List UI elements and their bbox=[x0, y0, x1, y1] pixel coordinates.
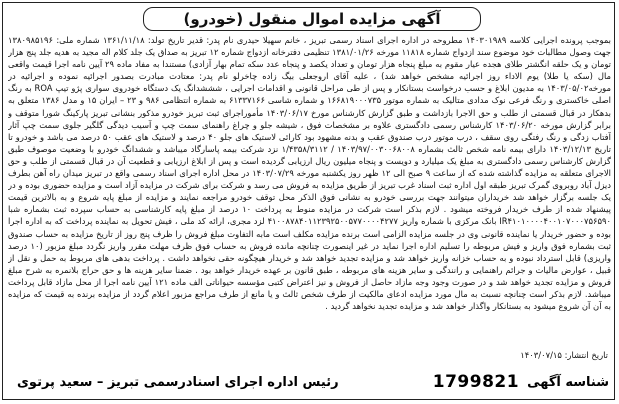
notice-id-label: شناسه آگهی bbox=[527, 374, 609, 390]
notice-footer bbox=[9, 367, 609, 397]
signature: رئیس اداره اجرای اسنادرسمی تبریز – سعید پرتوی bbox=[17, 374, 339, 390]
notice-id-number: 1799821 bbox=[432, 372, 520, 392]
publication-date: تاریخ انتشار: ۱۴۰۳/۰۷/۱۵ bbox=[520, 350, 608, 360]
notice-title: آگهی مزایده اموال منقول (خودرو) bbox=[143, 7, 481, 31]
notice-id-block bbox=[433, 372, 609, 392]
notice-body: بموجب پرونده اجرایی کلاسه ۱۴۰۳۰۱۹۸۹ مطروحه در اداره اجرای اسناد رسمی تبریز ، خانم سهیلا حیدری نام پدر: قدیر تاریخ تولد: ۱۳۶۱/۱۱/۱۸ شماره ملی: ۱۳۸۰۹۸۵۱۹۶ جهت وصول مطالبات خود موضوع سند ازدواج شماره ۱۱۸۱۸ مورخه ۱۳۸۱/۰۱/۲۶ تنظیمی دفترخانه ازدواج شماره ۱۲ تبریز به صداق یک جلد کلام اله مجید به هدیه جلد پنج هزار تومان و یک حلقه انگشتر طلای هجده عیار مقوم به مبلغ پنجاه هزار تومان و تعداد یکصد و پنجاه عدد سکه تمام بهار آزادی) مستندا به مفاد ماده ۲۹ آیین نامه اجرا قیمت واقعی مال (سکه یا طلا) یوم الاداء روز اجرائیه مشخص خواهد شد) ، علیه آقای اروجعلی بیگ زاده چاخرلو نام پدر: معتادت مبادرت بصدور اجرائیه نموده و اجرائیه در مورخه۱۴۰۳/۰۵/۰۲ به مدیون ابلاغ و حسب درخواست بستانکار و پس از طی مراحل قانونی و اقدامات اجرایی ، شششدانگ یک دستگاه خودروی سواری پژو تیپ ROA به رنگ اصلی خاکستری و رنگ فرعی نوک مدادی متالیک به شماره موتور ۱۶۶۸۱۹۰۰۰۷۳۵ و شماره شاسی ۶۱۳۳۷۱۶۶ به شماره انتظامی ۹۸۶ و ۲۳ – ایران ۱۵ و مدل ۱۳۸۶ متعلق به بدهکار در قبال قسمتی از طلب و حق الاجرا بازداشت و طبق گزارش کارشناس مورخ ۱۴۰۳/۰۶/۱۷ مأموراجرای ثبت تبریز خودرو مذکور بنشانی تبریز پارکینگ شورا متوقف و برابر گزارش مورخه ۱۴۰۳/۰۶/۲۰ کارشناس رسمی دادگستری علاوه بر مشخصات فوق ، شیشه جلو و چراغ راهنمای سمت چپ و آسیب دیدگی گلگیر جلوی سمت چپ آثار آفتاب زدگی و رنگ رفتگی روی سقف ، درب موتور درب صندوق عقب و بدنه مشهود بود کارائی لاستیک های جلو ۴۰ درصد و لاستیک های عقب ۵۰ درصد می باشد و خودرو تا تاریخ ۱۴۰۳/۱۲/۱۳ دارای بیمه نامه شخص ثالث بشماره ۱۴۰۳/۹۷/۰۰۳۰۰۶۸۰۰۸ / ۱/۴۳۵۸/۳۱۱۲ نزد شرکت بیمه پاسارگاد میباشد و ششدانگ خودرو با وضعیت موصوف طبق گزارش کارشناس رسمی دادگستری به مبلغ یک میلیارد و دویست و پنجاه میلیون ریال ارزیابی گردیده است و پس از ابلاغ ارزیابی و قطعیت آن در قبال قسمتی از طلب و حق الاجرای متعلقه به مزایده گذاشته شده که از ساعت ۹ صبح الی ۱۲ ظهر روز یکشنبه مورخه ۱۴۰۳/۰۷/۲۹ در محل اداره اجرای اسناد رسمی واقع در تبریز میدان راه آهن بطرف دیزل آباد روبروی گمرک تبریز طبقه اول اداره ثبت اسناد غرب تبریز از طریق مزایده به فروش می رسد و شرکت برای شرکت در مزایده آزاد است و مزایده حضوری بوده و در یک جلسه برگزار خواهد شد خریداران میتوانند جهت بررسی خودرو به نشانی فوق الذکر محل توقف خودرو مراجعه نمایند و مزایده از مبلغ پایه شروع و به بالاترین قیمت پیشنهاد شده از طرف خریدار فروخته میشود . لازم بذکر است شرکت در مزایده منوط به پرداخت ۱۰ درصد از مبلغ پایه کارشناسی به حساب سپرده ثبت بشماره شبا IR۴۱۰۱۰۰۰۰۴۰۰۱۰۷۰۰۰۷۵۶۵۹۰ بانک مرکزی با شماره واریز ۴۱۰۰۸۷۸۴۰۱۱۲۳۹۲۵۰۰۵۷۷۰۰۰۰۴۲۷۷ لزد مجری، ارائه کد ملی ، فیش تحویل به نماینده پرداخت که به اداره اجرا بوده و حضور خریدار یا نماینده قانونی وی در جلسه مزایده الزامی است برنده مزایده مکلف است مابه التفاوت مبلغ فروش را ظرف پنج روز از تاریخ مزایده به حساب صندوق ثبت بشماره فوق واریز و فیش مربوطه را تسلیم اداره اجرا نماید در غیر اینصورت چنانچه مانده فروش به حساب فوق ظرف مهلت مقرر واریز نگردد مبلغ مزبور (۱۰ درصد واریزی) قابل استرداد نبوده و به حساب خزانه واریز خواهد شد و مزایده تجدید خواهد شد و خریدار هیچگونه حقی نخواهد داشت . پرداخت بدهی های مربوط به حمل و نقل از قبیل ، عوارض مالیات و جرائم راهنمایی و رانندگی و سایر هزینه های مربوطه ، طبق قانون بر عهده خریدار خواهد بود . ضمنا سایر هزینه ها و حق حراج بلانمره به شرح مبلغ فروش و مزایده تجدید خواهد شد و در صورت وجود وجه مازاد حاصل از فروش و نیز اعتراض کتبی مؤسسه حیواناتی الف ماده ۱۲۱ آیین نامه اجرا از محل مازاد قابل پرداخت میباشد. لازم بذکر است چنانچه نسبت به مال مورد مزایده ادعای مالکیت از طرف شخص ثالث و یا مانع از طرف مراجع مزبور اعلام گردد از مزایده برنده به قیمت که مزایده به آن آن شروع میشود به بستانکار واگذار خواهد شد و مزایده تجدید نخواهد گردید . bbox=[8, 35, 611, 312]
auction-notice bbox=[2, 2, 615, 400]
